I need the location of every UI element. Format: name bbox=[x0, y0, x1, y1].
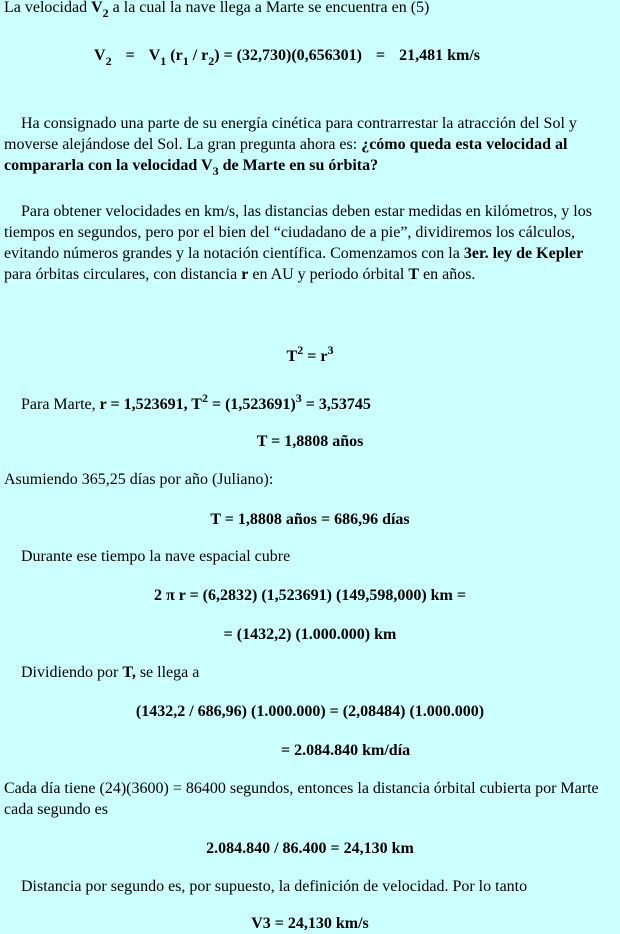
intro-text: La velocidad bbox=[4, 0, 92, 16]
energy-paragraph: Ha consignado una parte de su energía cinética para contrarrestar la atracción del Sol y moverse alejándose del Sol. La gran pregunta ahora es: ¿cómo queda esta velocidad al compararla con la velocidad $V_3$ de Marte en su órbita? bbox=[4, 115, 577, 178]
v2-equation: $V_2 = V_1$ $(r_1 / r_2) = (32,730)(0,656301) = 21,481$ km/s bbox=[94, 47, 481, 68]
velocity-definition: Distancia por segundo es, por supuesto, la definición de velocidad. Por lo tanto bbox=[21, 878, 528, 895]
big-question: ¿cómo queda esta velocidad al compararla con la velocidad $V_3$ de Marte en su órbita? bbox=[4, 136, 568, 178]
circumference-result: = (1432,2) (1.000.000) km bbox=[223, 626, 397, 643]
during-line: Durante ese tiempo la nave espacial cubre bbox=[21, 548, 291, 565]
t-years: T = 1,8808 años bbox=[256, 433, 364, 450]
julian-line: Asumiendo 365,25 días por año (Juliano): bbox=[4, 471, 274, 488]
per-second-eq: 2.084.840 / 86.400 = 24,130 km bbox=[206, 840, 414, 857]
seconds-paragraph: Cada día tiene (24)(3600) = 86400 segundos, entonces la distancia órbital cubierta por Marte cada segundo es bbox=[4, 780, 599, 818]
intro-line bbox=[4, 0, 429, 18]
v2-symbol: $V_2$ bbox=[91, 0, 109, 20]
kepler-equation: $T^2 = r^3$ bbox=[286, 343, 334, 365]
intro-text-after: a la cual la nave llega a Marte se encuentra en (5) bbox=[108, 0, 430, 16]
units-paragraph: Para obtener velocidades en km/s, las distancias deben estar medidas en kilómetros, y los tiempos en segundos, pero por el bien del “ciudadano de a pie”, dividiremos los cálculos, evitando números grandes y la notación científica. Comenzamos con la 3er. ley de Kepler para órbitas circulares, con distancia r en AU y periodo órbital T en años. bbox=[4, 203, 592, 283]
dividing-line: Dividiendo por T, se llega a bbox=[21, 664, 200, 681]
kepler-law: 3er. ley de Kepler bbox=[463, 245, 584, 262]
mars-line: Para Marte, r = 1,523691, $T^2 = (1,523691)^3 = 3,53745$ bbox=[21, 391, 371, 413]
t-days: T = 1,8808 años = 686,96 días bbox=[210, 511, 410, 528]
division-result: = 2.084.840 km/día bbox=[281, 742, 411, 759]
division-eq: (1432,2 / 686,96) (1.000.000) = (2,08484) (1.000.000) bbox=[135, 703, 485, 720]
v3-result: V3 = 24,130 km/s bbox=[251, 915, 369, 932]
circumference-eq: 2 π r = (6,2832) (1,523691) (149,598,000) km = bbox=[153, 587, 466, 604]
